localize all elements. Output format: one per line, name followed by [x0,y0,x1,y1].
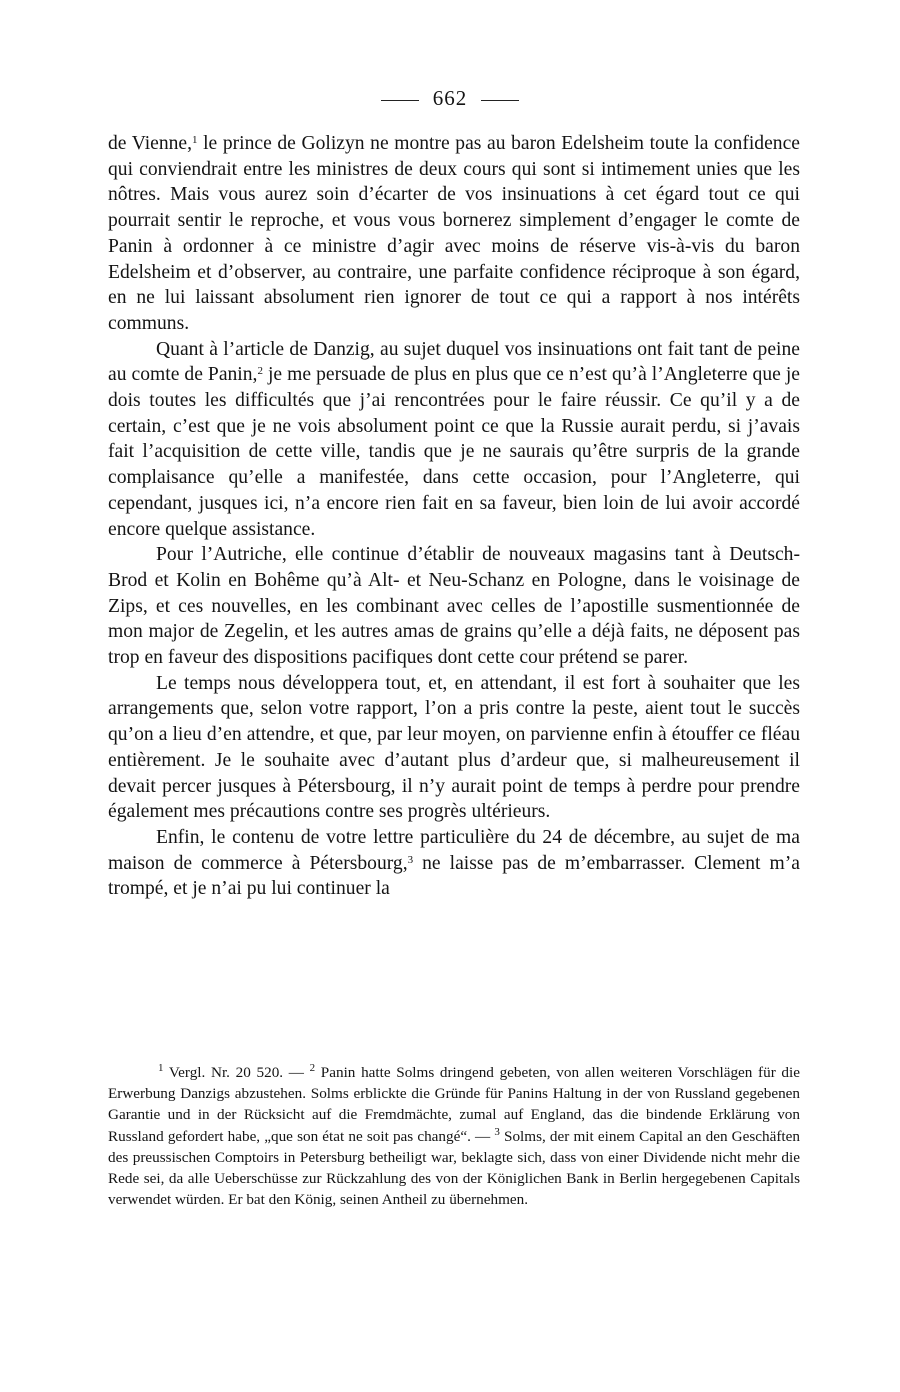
footnote-1-mark: 1 [158,1062,164,1074]
paragraph-text: le prince de Golizyn ne montre pas au baron Edelsheim toute la confidence qui conviendrait entre les ministres de deux cours qui sont si intimement unies que les nôtres. Mais vous aurez soin d’écarter de vos insinuations à cet égard tout ce qui pourrait sentir le reproche, et vous vous bornerez simplement d’engager le comte de Panin à ordonner à ce ministre d’agir avec moins de réserve vis-à-vis du baron Edelsheim et d’observer, au contraire, une parfaite confidence réciproque à son égard, en ne lui laissant absolument rien ignorer de tout ce qui a rapport à nos intérêts communs. [108,133,800,334]
page-header [0,86,900,111]
footnote-3-text: Solms, der mit einem Capital an den Geschäften des preussischen Comptoirs in Petersburg betheiligt war, beklagte sich, dass von einer Dividende nicht mehr die Rede sei, da alle Ueberschüsse zur Rückzahlung des von der Königlichen Bank in Berlin hergegebenen Capitals verwendet würden. Er bat den König, seinen Antheil zu übernehmen. [108,1127,800,1209]
paragraph-text: je me persuade de plus en plus que ce n’est qu’à l’Angleterre que je dois toutes les difficultés que j’ai rencontrées pour le faire réussir. Ce qu’il y a de certain, c’est que je ne vois absolument point ce que la Russie aurait perdu, si j’avais fait l’acquisition de cette ville, tandis que je ne saurais qu’être surpris de la grande complaisance qu’elle a manifestée, dans cette occasion, pour l’Angleterre, qui cependant, jusques ici, n’a encore rien fait en sa faveur, bien loin de lui avoir accordé encore quelque assistance. [108,364,800,540]
paragraph-5 [108,825,800,902]
paragraph-3 [108,542,800,671]
footnotes-block [108,1062,800,1210]
footnote-marker: 2 [257,365,263,378]
footnote-marker: 1 [192,134,198,146]
paragraph-4 [108,671,800,825]
footnote-2-text: Panin hatte Solms dringend gebeten, von allen weiteren Vorschlägen für die Erwerbung Danzigs abzustehen. Solms erblickte die Gründe für Panins Haltung in der von Russland gegebenen Garantie und in der Rücksicht auf die Fremdmächte, zumal auf England, das die bindende Erklärung von Russland gefordert habe, „que son état ne soit pas changé“. — [108,1064,800,1145]
paragraph-text: Le temps nous développera tout, et, en attendant, il est fort à souhaiter que les arrangements que, selon votre rapport, l’on a pris contre la peste, aient tout le succès qu’on a lieu d’en attendre, et que, par leur moyen, on parvienne enfin à étouffer ce fléau entièrement. Je le souhaite avec d’autant plus d’ardeur que, si malheureusement il devait percer jusques à Pétersbourg, il n’y aurait point de temps à perdre pour prendre également mes précautions contre ses progrès ultérieurs. [108,672,800,823]
paragraph-text: Quant à l’article de Danzig, au sujet duquel vos insinuations ont fait tant de peine au comte de Panin, [108,338,800,386]
header-dash-right [481,100,519,101]
paragraph-text: Pour l’Autriche, elle continue d’établir de nouveaux magasins tant à Deutsch-Brod et Kolin en Bohême qu’à Alt- et Neu-Schanz en Pologne, dans le voisinage de Zips, et ces nouvelles, en les combinant avec celles de l’apostille susmentionnée de mon major de Zegelin, et les autres amas de grains qu’elle a déjà faits, ne déposent pas trop en faveur des dispositions pacifiques dont cette cour prétend se parer. [108,544,800,669]
paragraph-text: de Vienne, [108,133,193,154]
footnote-3-mark: 3 [494,1125,500,1138]
footnote-2-mark: 2 [309,1062,316,1074]
main-text [108,131,800,902]
paragraph-2 [108,337,800,543]
footnote-marker: 3 [407,853,414,866]
page-number: 662 [432,86,468,110]
paragraph-1 [108,131,800,337]
footnotes [108,1062,800,1210]
header-dash-left [381,100,419,101]
paragraph-text: Enfin, le contenu de votre lettre particulière du 24 de décembre, au sujet de ma maison de commerce à Pétersbourg, [108,826,800,874]
footnote-1-text: Vergl. Nr. 20 520. — [163,1064,310,1081]
paragraph-text: ne laisse pas de m’embarrasser. Clement m’a trompé, et je n’ai pu lui continuer la [108,852,800,900]
